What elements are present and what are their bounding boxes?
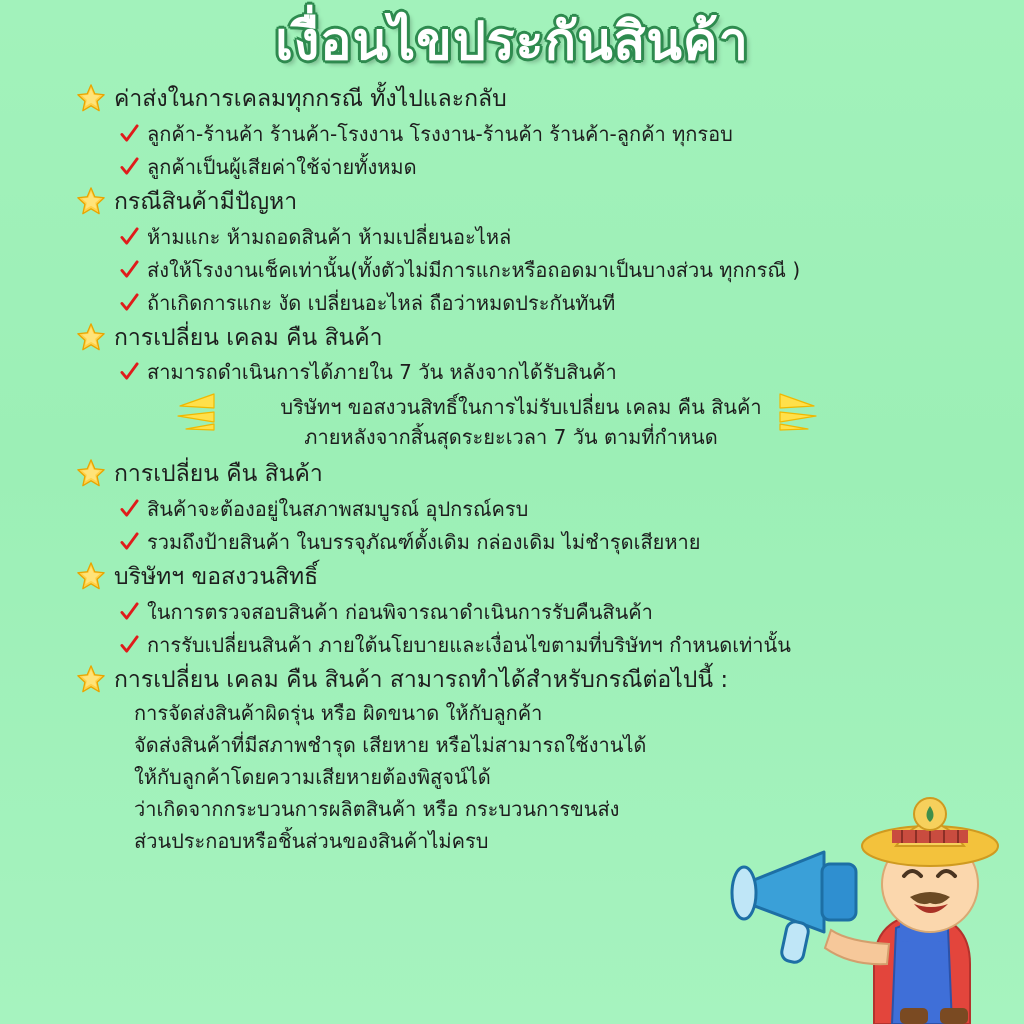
section-heading-text: การเปลี่ยน เคลม คืน สินค้า สามารถทำได้สำหรับกรณีต่อไปนี้ : xyxy=(114,666,729,693)
section-heading-text: การเปลี่ยน คืน สินค้า xyxy=(114,461,323,488)
sparkle-icon xyxy=(174,392,218,432)
section-exchange-claim-return xyxy=(24,324,998,453)
section-heading xyxy=(76,563,998,592)
star-icon xyxy=(76,322,106,352)
check-mark-icon xyxy=(120,227,139,246)
list-item-text: ห้ามแกะ ห้ามถอดสินค้า ห้ามเปลี่ยนอะไหล่ xyxy=(147,224,512,249)
check-mark-icon xyxy=(120,602,139,621)
list-item-text: สามารถดำเนินการได้ภายใน 7 วัน หลังจากได้รับสินค้า xyxy=(147,360,617,385)
check-mark-icon xyxy=(120,124,139,143)
conditions-content xyxy=(0,71,1024,855)
section-exchange-return xyxy=(24,460,998,555)
list-item xyxy=(120,496,998,522)
check-mark-icon xyxy=(120,293,139,312)
list-item xyxy=(120,290,998,316)
list-item-text: ลูกค้าเป็นผู้เสียค่าใช้จ่ายทั้งหมด xyxy=(147,154,417,179)
list-item-text: รวมถึงป้ายสินค้า ในบรรจุภัณฑ์ดั้งเดิม กล่องเดิม ไม่ชำรุดเสียหาย xyxy=(147,530,701,555)
section-company-reserved-rights xyxy=(24,563,998,658)
section-shipping-fees xyxy=(24,85,998,180)
star-icon xyxy=(76,458,106,488)
paragraph-line: ให้กับลูกค้าโดยความเสียหายต้องพิสูจน์ได้ xyxy=(134,764,491,789)
check-mark-icon xyxy=(120,260,139,279)
star-icon xyxy=(76,186,106,216)
check-mark-icon xyxy=(120,157,139,176)
section-heading xyxy=(76,460,998,489)
paragraph-line: ว่าเกิดจากกระบวนการผลิตสินค้า หรือ กระบวนการขนส่ง xyxy=(134,796,620,821)
list-item xyxy=(120,529,998,555)
list-item-text: การรับเปลี่ยนสินค้า ภายใต้นโยบายและเงื่อนไขตามที่บริษัทฯ กำหนดเท่านั้น xyxy=(147,632,791,657)
sparkle-icon xyxy=(776,392,820,432)
section-heading xyxy=(76,188,998,217)
list-item-text: สินค้าจะต้องอยู่ในสภาพสมบูรณ์ อุปกรณ์ครบ xyxy=(147,497,529,522)
list-item xyxy=(120,599,998,625)
reserved-rights-line-1: บริษัทฯ ขอสงวนสิทธิ์ในการไม่รับเปลี่ยน เคลม คืน สินค้า xyxy=(280,395,762,420)
section-heading-text: ค่าส่งในการเคลมทุกกรณี ทั้งไปและกลับ xyxy=(114,86,507,113)
reserved-rights-line-2: ภายหลังจากสิ้นสุดระยะเวลา 7 วัน ตามที่กำหนด xyxy=(304,425,718,450)
list-item xyxy=(120,359,998,385)
list-item xyxy=(120,154,998,180)
paragraph-line: จัดส่งสินค้าที่มีสภาพชำรุด เสียหาย หรือไม่สามารถใช้งานได้ xyxy=(134,732,647,757)
check-mark-icon xyxy=(120,499,139,518)
section-heading-text: กรณีสินค้ามีปัญหา xyxy=(114,188,298,215)
star-icon xyxy=(76,83,106,113)
check-mark-icon xyxy=(120,532,139,551)
list-item xyxy=(120,257,998,283)
list-item-text: ในการตรวจสอบสินค้า ก่อนพิจารณาดำเนินการรับคืนสินค้า xyxy=(147,599,653,624)
check-mark-icon xyxy=(120,362,139,381)
star-icon xyxy=(76,664,106,694)
section-heading-text: การเปลี่ยน เคลม คืน สินค้า xyxy=(114,324,383,351)
section-defective-product xyxy=(24,188,998,316)
paragraph-line: การจัดส่งสินค้าผิดรุ่น หรือ ผิดขนาด ให้กับลูกค้า xyxy=(134,700,543,725)
section-eligible-cases xyxy=(24,666,998,855)
section-heading-text: บริษัทฯ ขอสงวนสิทธิ์ xyxy=(114,564,319,591)
section-heading xyxy=(76,85,998,114)
page-title: เงื่อนไขประกันสินค้า xyxy=(275,12,749,72)
list-item xyxy=(120,224,998,250)
list-item-text: ส่งให้โรงงานเช็คเท่านั้น(ทั้งตัวไม่มีการแกะหรือถอดมาเป็นบางส่วน ทุกกรณี ) xyxy=(147,257,801,282)
star-icon xyxy=(76,561,106,591)
list-item xyxy=(120,632,998,658)
paragraph-line: ส่วนประกอบหรือชิ้นส่วนของสินค้าไม่ครบ xyxy=(134,828,489,853)
section-heading xyxy=(76,324,998,353)
check-mark-icon xyxy=(120,635,139,654)
list-item xyxy=(120,121,998,147)
list-item-text: ถ้าเกิดการแกะ งัด เปลี่ยนอะไหล่ ถือว่าหมดประกันทันที xyxy=(147,290,616,315)
section-heading xyxy=(76,666,998,695)
list-item-text: ลูกค้า-ร้านค้า ร้านค้า-โรงงาน โรงงาน-ร้านค้า ร้านค้า-ลูกค้า ทุกรอบ xyxy=(147,121,733,146)
reserved-rights-note xyxy=(24,392,998,452)
